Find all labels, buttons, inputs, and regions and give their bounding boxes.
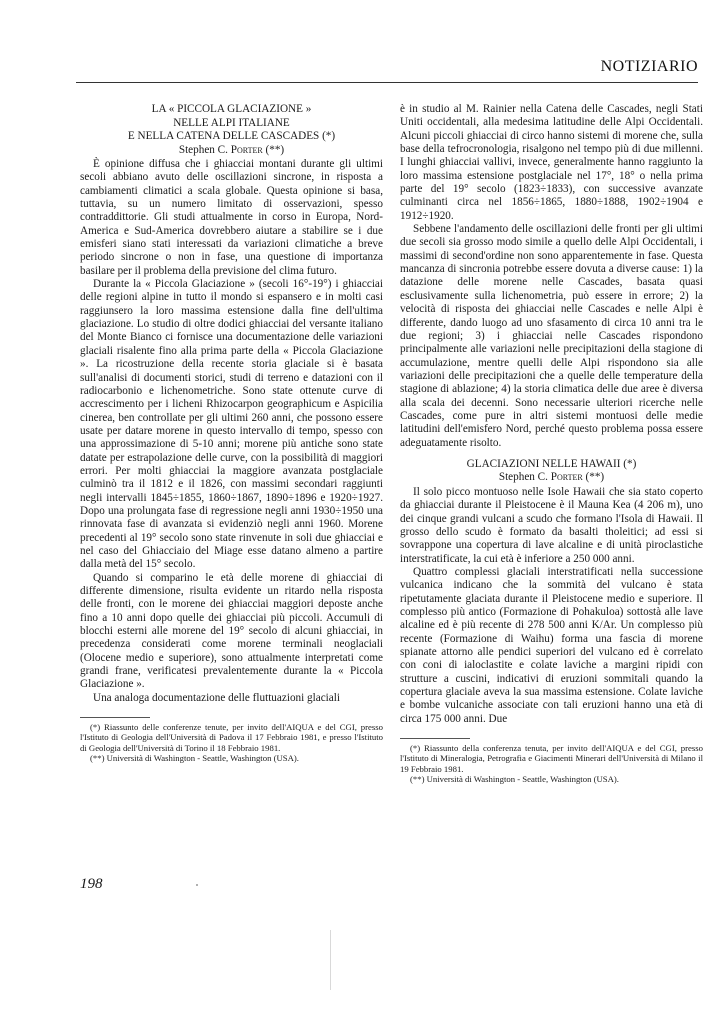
article-title-line: E NELLA CATENA DELLE CASCADES (*) — [127, 130, 336, 142]
running-head: NOTIZIARIO — [600, 58, 698, 75]
footnote: (**) Università di Washington - Seattle, Washington (USA). — [90, 752, 299, 763]
page-number: 198 — [80, 876, 103, 892]
body-paragraph: È opinione diffusa che i ghiacciai montani durante gli ultimi secoli abbiano avuto delle oscillazioni sincrone, in risposta a cambiamenti climatici a scala globale. Questa opinione si basa, tuttavia, su un numero limitato di osservazioni, spesso contraddittorie. Gli studi attualmente in corso in Europa, Nord-America e Sud-America dovrebbero aiutare a stabilire se i due emisferi siano stati interessati da variazioni climatiche a breve periodo sincrone o non in fase, una questione di importanza basilare per il problema della previsione del clima futuro. — [80, 158, 383, 277]
body-paragraph: Durante la « Piccola Glaciazione » (secoli 16°-19°) i ghiacciai delle regioni alpine in tutto il mondo si espansero e in molti casi raggiunsero la loro massima estensione dalla fine dell'ultima glaciazione. Lo studio di oltre dodici ghiacciai del versante italiano del Monte Bianco ci fornisce una documentazione delle variazioni glaciali risalente fino alla prima parte della « Piccola Glaciazione ». La ricostruzione della recente storia glaciale si è basata sull'analisi di documenti storici, studi di terreno e datazioni con il radiocarbonio e lichenometriche. Sono state ottenute curve di accrescimento per i licheni Rhizocarpon geographicum e Aspicilia cinerea, ben controllate per gli ultimi 260 anni, che possono essere usate per datare morene in questo intervallo di tempo, spesso con una approssimazione di 5-10 anni; morene più antiche sono state datate per estrapolazione delle curve, con la possibilità di maggiori errori. Per molti ghiacciai la maggiore avanzata postglaciale culminò tra il 1812 e il 1826, con massimi secondari raggiunti negli intervalli 1845÷1855, 1860÷1867, 1890÷1896 e 1920÷1927. Dopo una prolungata fase di regressione negli anni 1930÷1950 una rinnovata fase di avanzata si evidenziò negli anni 1960. Morene precedenti al 19° secolo sono state rinvenute in soli due ghiacciai e nel caso del Ghiacciaio del Miage esse datano almeno a partire dalla metà del 15° secolo. — [80, 278, 383, 571]
author-footnote-mark: (**) — [262, 143, 285, 156]
body-paragraph: Quattro complessi glaciali interstratificati nella successione vulcanica indicano che la sommità del vulcano è stata ripetutamente glaciata durante il Pleistocene medio e superiore. Il complesso più antico (Formazione di Pohakuloa) sottostà alle lave alcaline ed è più recente di 278 500 anni K/Ar. Un complesso più recente (Formazione di Waihu) forma una fascia di morene spianate attorno alle pendici superiori del vulcano ed è correlato con coni di ialoclastite e colate laviche a margini ripidi con strutture a cuscini, indicativi di eruzioni sommitali quando la copertura glaciale aveva la sua massima estensione. Colate laviche e bombe vulcaniche associate con tali eruzioni hanno una età di circa 175 000 anni. Due — [400, 566, 703, 725]
body-paragraph: Sebbene l'andamento delle oscillazioni delle fronti per gli ultimi due secoli sia grosso modo simile a quello delle Alpi Occidentali, i massimi di second'ordine non sono apparentemente in fase. Questa mancanza di sincronia potrebbe essere dovuta a diverse cause: 1) la datazione delle morene nelle Cascades, basata quasi esclusivamente sulla lichenometria, può essere in errore; 2) la velocità di risposta dei ghiacciai nelle Cascades e nelle Alpi è differente, dando luogo ad uno sfasamento di circa 10 anni tra le due regioni; 3) i ghiacciai nelle Cascades rispondono principalmente alle variazioni nelle precipitazioni della stagione di accumulazione, mentre quelli delle Alpi rispondono sia alle variazioni delle precipitazioni che a quelle delle temperature della stagione di ablazione; 4) la storia climatica delle due aree è diversa alla scala dei decenni. Sono necessarie ulteriori ricerche nelle Cascades, come pure in altri sistemi montuosi delle medie latitudini dell'emisfero Nord, perché questo problema possa essere adeguatamente risolto. — [400, 223, 703, 449]
print-speck — [196, 884, 198, 886]
footnote: (**) Università di Washington - Seattle, Washington (USA). — [410, 773, 619, 784]
footnote: (*) Riassunto della conferenza tenuta, per invito dell'AIQUA e del CGI, presso l'Istituto di Mineralogia, Petrografia e Giacimenti Minerari dell'Università di Milano il 19 Febbraio 1981. — [400, 743, 703, 774]
author-surname: Porter — [230, 143, 263, 156]
header-rule — [76, 82, 698, 83]
section-author — [400, 471, 703, 485]
scan-artifact-line — [330, 930, 331, 990]
body-paragraph: Quando si comparino le età delle morene di ghiacciai di differente dimensione, risulta evidente un ritardo nella risposta delle fronti, con le morene dei ghiacciai maggiori deposte anche fino a 10 anni dopo quelle dei ghiacciai più piccoli. Accumuli di blocchi esterni alle morene del 19° secolo di alcuni ghiacciai, in precedenza considerati come morene terminali neoglaciali (Olocene medio e superiore), sono attualmente interpretati come grandi frane, verificatesi prevalentemente durante la « Piccola Glaciazione ». — [80, 571, 383, 691]
right-column — [400, 103, 703, 784]
section-title: GLACIAZIONI NELLE HAWAII (*) — [466, 457, 637, 470]
body-paragraph: è in studio al M. Rainier nella Catena delle Cascades, negli Stati Uniti occidentali, alla medesima latitudine delle Alpi Occidentali. Alcuni piccoli ghiacciai di circo hanno sistemi di morene che, sulla base della tefrocronologia, risalgono nel tempo più di due millenni. I lunghi ghiacciai vallivi, invece, generalmente hanno raggiunto la loro massima estensione postglaciale nel 17°, 18° o nella prima parte del 19° secolo (1823÷1833), con successive avanzate culminanti circa nel 1856÷1865, 1880÷1888, 1902÷1904 e 1912÷1920. — [400, 103, 703, 222]
author-first-name: Stephen C. — [498, 471, 551, 484]
article-author — [80, 144, 383, 158]
footnote-rule — [400, 738, 470, 739]
body-paragraph: Il solo picco montuoso nelle Isole Hawaii che sia stato coperto da ghiacciai durante il Pleistocene è il Mauna Kea (4 206 m), uno dei cinque grandi vulcani a scudo che formano l'Isola di Hawaii. Il grosso dello scudo è formato da basalti tholeitici; ad essi si sovrappone una copertura di lave alcaline e di unità piroclastiche interstratificate, la cui età è inferiore a 250 000 anni. — [400, 485, 703, 565]
footnote-rule — [80, 717, 150, 718]
left-column — [80, 103, 383, 763]
article-title-line: NELLE ALPI ITALIANE — [173, 116, 290, 129]
body-paragraph: Una analoga documentazione delle fluttuazioni glaciali — [93, 691, 340, 704]
article-title-line: LA « PICCOLA GLACIAZIONE » — [151, 103, 312, 115]
author-surname: Porter — [550, 471, 583, 484]
author-first-name: Stephen C. — [178, 143, 231, 156]
author-footnote-mark: (**) — [582, 471, 605, 484]
footnote: (*) Riassunto delle conferenze tenute, per invito dell'AIQUA e del CGI, presso l'Istituto di Geologia dell'Università di Padova il 17 Febbraio 1981, e presso l'Istituto di Geologia dell'Università di Torino il 18 Febbraio 1981. — [80, 722, 383, 753]
